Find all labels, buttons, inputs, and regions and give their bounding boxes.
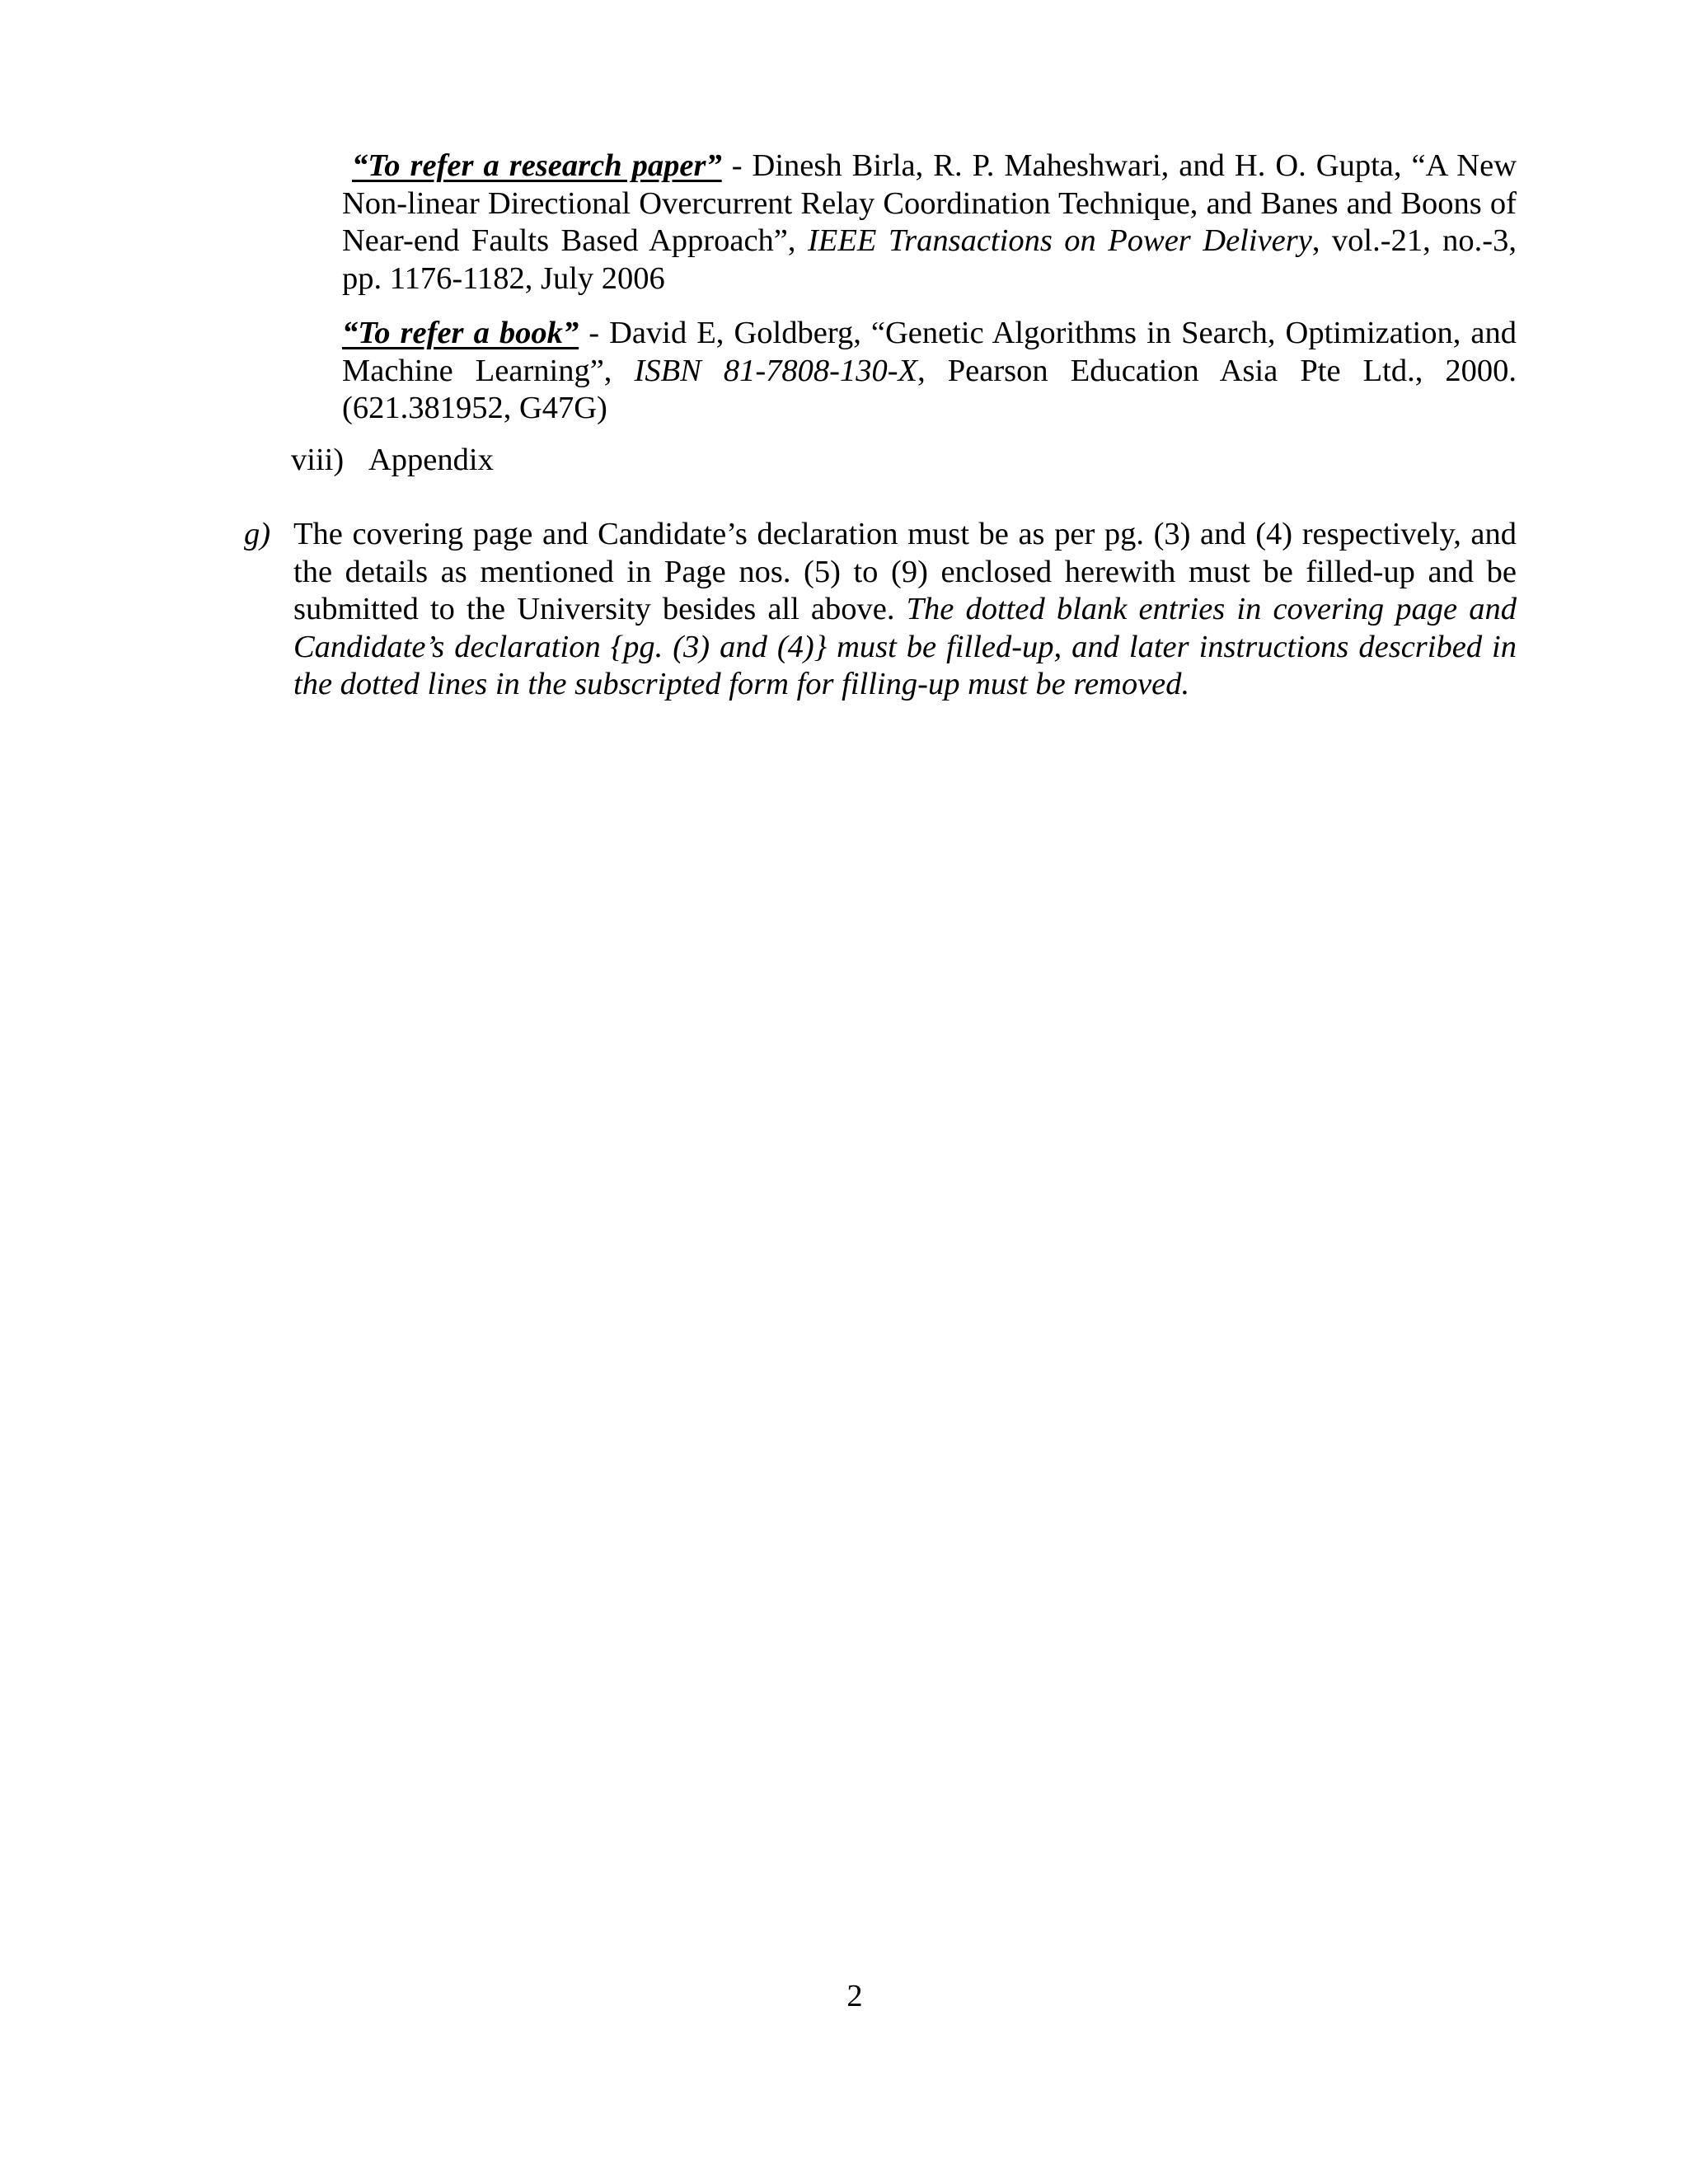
book-label: “To refer a book” — [342, 316, 579, 350]
book-isbn: ISBN 81-7808-130-X — [634, 353, 918, 388]
book-reference — [342, 315, 1517, 428]
item-g-body — [293, 516, 1517, 704]
book-details: , Pearson Education Asia Pte Ltd., 2000. (621.381952, G47G) — [342, 353, 1517, 425]
research-paper-details: , vol.-21, no.-3, pp. 1176-1182, July 2006 — [342, 223, 1517, 296]
research-paper-reference — [342, 148, 1517, 298]
research-paper-journal: IEEE Transactions on Power Delivery — [807, 223, 1312, 258]
appendix-label: Appendix — [368, 443, 494, 477]
appendix-item — [291, 442, 494, 480]
page-number: 2 — [846, 1979, 863, 2013]
appendix-number: viii) — [291, 443, 345, 477]
item-g-italic-text: The dotted blank entries in covering page and Candidate’s declaration {pg. (3) and (4)} must be filled-up, and later instructions described in the dotted lines in the subscripted form for filling-up must be removed. — [293, 592, 1517, 701]
research-paper-authors-title: - Dinesh Birla, R. P. Maheshwari, and H. O. Gupta, “A New Non-linear Directional Overcurrent Relay Coordination Technique, and Banes and Boons of Near-end Faults Based Approach”, — [342, 148, 1517, 258]
instruction-item-g — [244, 516, 1517, 704]
book-authors-title: - David E, Goldberg, “Genetic Algorithms in Search, Optimization, and Machine Learning”, — [342, 316, 1517, 388]
research-paper-label: “To refer a research paper” — [352, 148, 722, 183]
item-g-letter: g) — [244, 517, 271, 551]
item-g-text: The covering page and Candidate’s declaration must be as per pg. (3) and (4) respectively, and the details as mentioned in Page nos. (5) to (9) enclosed herewith must be filled-up and be submitted to the University besides all above. — [293, 517, 1517, 626]
